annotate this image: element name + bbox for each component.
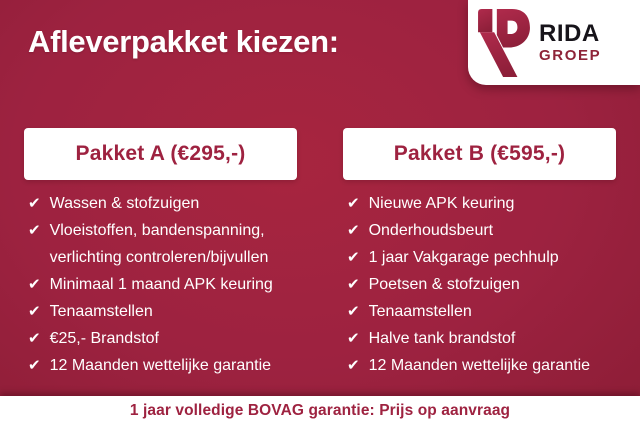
list-item [347,325,616,352]
package-a [24,128,297,379]
list-item [347,352,616,379]
list-item-label: 12 Maanden wettelijke garantie [49,357,272,374]
list-item-label: €25,- Brandstof [49,330,159,347]
list-item [347,190,616,217]
check-icon: ✔ [347,303,360,320]
list-item [28,190,297,217]
list-item-label: Tenaamstellen [49,303,153,320]
list-item-label: Tenaamstellen [368,303,472,320]
list-item [28,271,297,298]
list-item-label: Onderhoudsbeurt [368,222,494,239]
list-item-label: Vloeistoffen, bandenspanning, verlichting controleren/bijvullen [49,222,269,266]
list-item [28,298,297,325]
check-icon: ✔ [28,330,41,347]
footer-guarantee-text: 1 jaar volledige BOVAG garantie: Prijs op aanvraag [129,402,511,419]
packages-row [24,128,616,379]
rida-r-icon [478,9,530,77]
logo-wordmark [539,22,601,65]
list-item [28,217,297,271]
check-icon: ✔ [347,276,360,293]
package-a-list [24,190,297,379]
list-item [347,271,616,298]
list-item-label: Poetsen & stofzuigen [368,276,520,293]
check-icon: ✔ [28,195,41,212]
check-icon: ✔ [28,276,41,293]
check-icon: ✔ [28,303,41,320]
list-item [347,298,616,325]
rida-groep-logo [468,0,640,85]
check-icon: ✔ [347,222,360,239]
list-item-label: Wassen & stofzuigen [49,195,200,212]
package-b-list [343,190,616,379]
check-icon: ✔ [28,357,41,374]
page-title: Afleverpakket kiezen: [28,24,339,59]
package-b-title: Pakket B (€595,-) [393,142,566,165]
list-item [347,217,616,244]
list-item [347,244,616,271]
package-b [343,128,616,379]
list-item-label: Halve tank brandstof [368,330,516,347]
list-item [28,325,297,352]
package-a-title: Pakket A (€295,-) [75,142,246,165]
check-icon: ✔ [347,330,360,347]
check-icon: ✔ [347,249,360,266]
list-item-label: 12 Maanden wettelijke garantie [368,357,591,374]
list-item-label: 1 jaar Vakgarage pechhulp [368,249,559,266]
list-item-label: Minimaal 1 maand APK keuring [49,276,273,293]
logo-name: RIDA [539,20,600,47]
logo-subname: GROEP [539,47,602,64]
package-b-title-box [343,128,616,180]
check-icon: ✔ [347,195,360,212]
check-icon: ✔ [347,357,360,374]
list-item [28,352,297,379]
package-a-title-box [24,128,297,180]
check-icon: ✔ [28,222,41,239]
list-item-label: Nieuwe APK keuring [368,195,515,212]
footer-bar [0,396,640,426]
